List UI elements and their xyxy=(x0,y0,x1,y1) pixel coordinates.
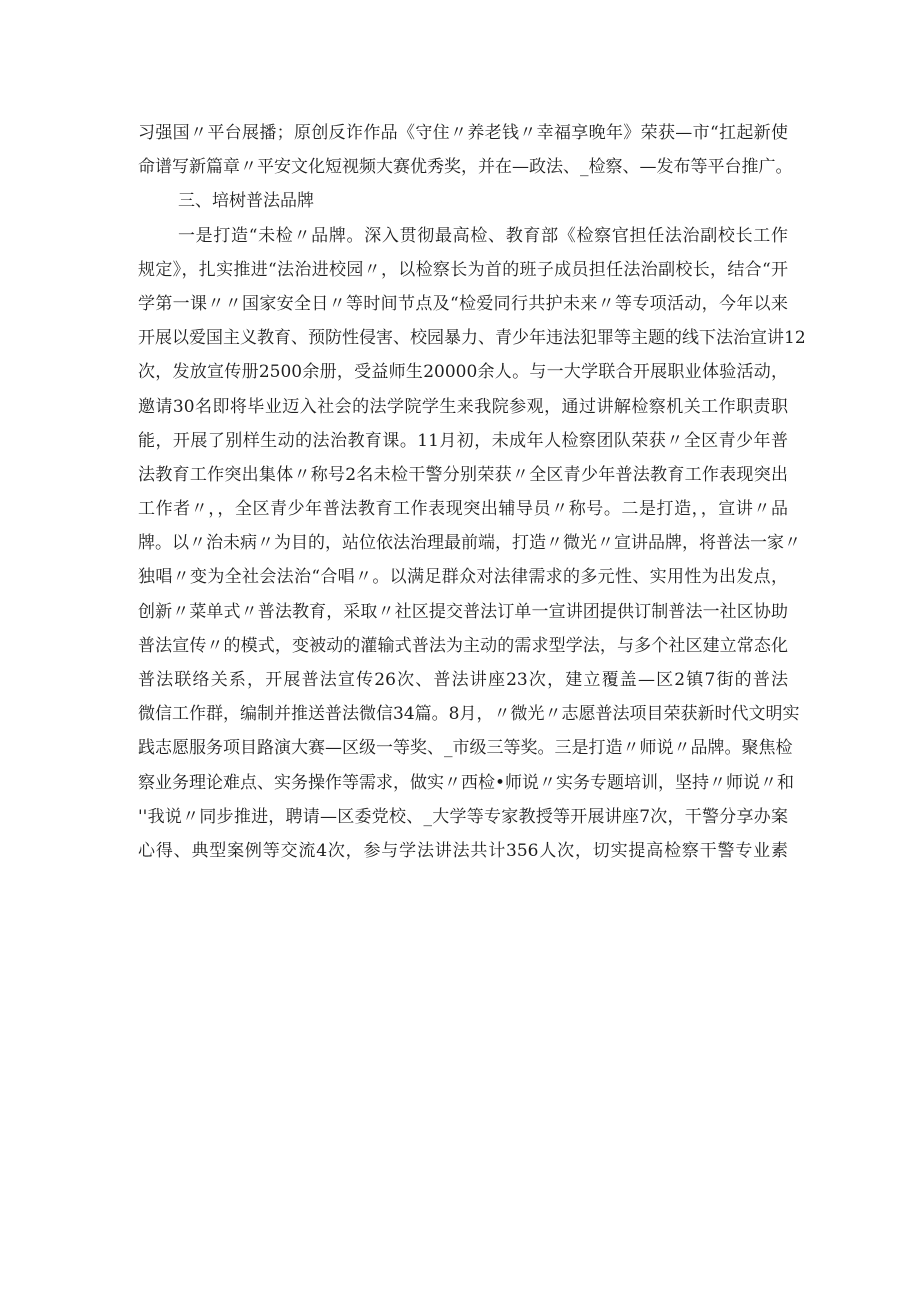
text-line: 微信工作群，编制并推送普法微信34篇。8月，〃微光〃志愿普法项目荣获新时代文明实 xyxy=(138,704,800,725)
text-line: 邀请30名即将毕业迈入社会的法学院学生来我院参观，通过讲解检察机关工作职责职 xyxy=(138,396,788,417)
text-line: 法教育工作突出集体〃称号2名未检干警分别荣获〃全区青少年普法教育工作表现突出 xyxy=(138,464,788,485)
text-line: 工作者〃，，全区青少年普法教育工作表现突出辅导员〃称号。二是打造，，宣讲〃品 xyxy=(138,499,788,520)
text-line: 开展以爱国主义教育、预防性侵害、校园暴力、青少年违法犯罪等主题的线下法治宣讲12 xyxy=(138,328,806,349)
text-line: 普法联络关系，开展普法宣传26次、普法讲座23次，建立覆盖—区2镇7街的普法 xyxy=(138,670,788,690)
text-line: 学第一课〃〃国家安全日〃等时间节点及“检爱同行共护未来〃等专项活动，今年以来 xyxy=(138,293,788,314)
text-line: 习强国〃平台展播；原创反诈作品《守住〃养老钱〃幸福享晚年》荣获—市“扛起新使 xyxy=(138,123,788,143)
text-line: ''我说〃同步推进，聘请—区委党校、_大学等专家教授等开展讲座7次，干警分享办案 xyxy=(138,806,788,827)
section-heading: 三、培树普法品牌 xyxy=(178,191,314,212)
text-line: 察业务理论难点、实务操作等需求，做实〃西检•师说〃实务专题培训，坚持〃师说〃和 xyxy=(138,772,795,793)
text-line: 心得、典型案例等交流4次，参与学法讲法共计356人次，切实提高检察干警专业素 xyxy=(138,840,788,861)
text-line: 次，发放宣传册2500余册，受益师生20000余人。与一大学联合开展职业体验活动， xyxy=(138,362,788,383)
text-line: 一是打造“未检〃品牌。深入贯彻最高检、教育部《检察官担任法治副校长工作 xyxy=(178,225,788,246)
text-line: 能，开展了别样生动的法治教育课。11月初，未成年人检察团队荣获〃全区青少年普 xyxy=(138,430,788,451)
text-line: 独唱〃变为全社会法治“合唱〃。以满足群众对法律需求的多元性、实用性为出发点， xyxy=(138,567,788,588)
text-line: 牌。以〃治未病〃为目的，站位依法治理最前端，打造〃微光〃宣讲品牌，将普法一家〃 xyxy=(138,533,801,554)
text-line: 创新〃菜单式〃普法教育，采取〃社区提交普法订单一宣讲团提供订制普法一社区协助 xyxy=(138,601,788,622)
text-line: 规定》，扎实推进“法治进校园〃，以检察长为首的班子成员担任法治副校长，结合“开 xyxy=(138,259,788,280)
document-body xyxy=(138,116,806,868)
text-line: 普法宣传〃的模式，变被动的灌输式普法为主动的需求型学法，与多个社区建立常态化 xyxy=(138,635,788,656)
text-line: 命谱写新篇章〃平安文化短视频大赛优秀奖，并在—政法、_检察、—发布等平台推广。 xyxy=(138,157,793,178)
text-line: 践志愿服务项目路演大赛—区级一等奖、_市级三等奖。三是打造〃师说〃品牌。聚焦检 xyxy=(138,738,793,759)
